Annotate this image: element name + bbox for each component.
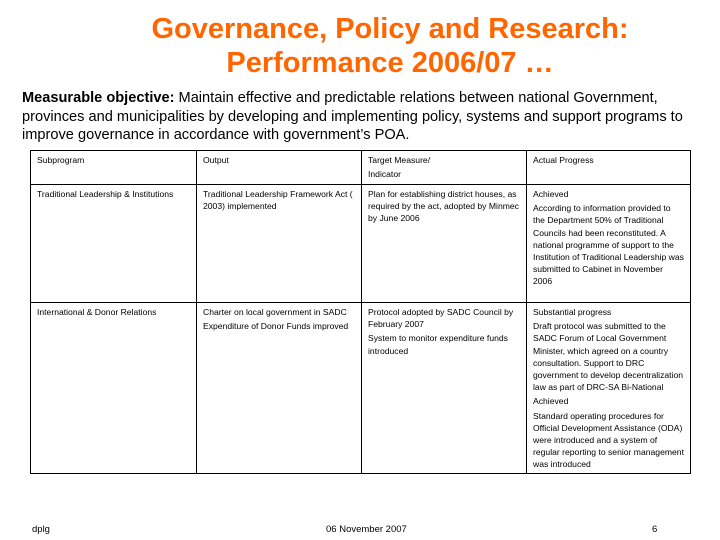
target-item: System to monitor expenditure funds introduced — [368, 333, 508, 356]
cell-target — [362, 303, 527, 474]
progress-status: Achieved — [533, 396, 569, 407]
footer-organization: dplg — [32, 524, 50, 535]
objective-label: Measurable objective: — [22, 90, 175, 106]
output-item: Charter on local government in SADC — [203, 307, 347, 317]
target-item: Protocol adopted by SADC Council by February 2007 — [368, 307, 514, 330]
header-target-line-1: Target Measure/ — [368, 155, 431, 165]
progress-detail: According to information provided to the Department 50% of Traditional Councils had been reconstituted. A national programme of support to the Institution of Traditional Leadership was submitted to Cabinet in November 2006 — [533, 203, 684, 287]
slide-title-line-2: Performance 2006/07 … — [226, 47, 554, 79]
cell-output: Traditional Leadership Framework Act ( 2003) implemented — [197, 185, 362, 303]
table-row — [31, 303, 691, 474]
output-item: Expenditure of Donor Funds improved — [203, 321, 349, 332]
measurable-objective — [22, 89, 712, 145]
page-number: 6 — [652, 524, 658, 535]
cell-output — [197, 303, 362, 474]
cell-progress — [527, 303, 691, 474]
table-header-row — [31, 151, 691, 185]
header-target-line-2: Indicator — [368, 169, 401, 180]
cell-subprogram: International & Donor Relations — [31, 303, 197, 474]
slide-title-line-1: Governance, Policy and Research: — [151, 13, 629, 45]
objective-text: Maintain effective and predictable relations between national Government, provinces and municipalities by developing and implementing policy, systems and support programs to improve governance in accordance with government’s POA. — [22, 90, 683, 143]
table-row — [31, 185, 691, 303]
cell-target: Plan for establishing district houses, as required by the act, adopted by Minmec by June 2006 — [362, 185, 527, 303]
progress-status: Achieved — [533, 189, 569, 199]
header-output: Output — [197, 151, 362, 185]
footer-date: 06 November 2007 — [326, 524, 407, 535]
header-target — [362, 151, 527, 185]
slide-title — [0, 12, 720, 80]
progress-detail: Standard operating procedures for Official Development Assistance (ODA) were introduced and a system of regular reporting to senior management was introduced — [533, 410, 684, 470]
progress-detail: Draft protocol was submitted to the SADC Forum of Local Government Minister, which agreed on a country consultation. Support to DRC government to develop decentralization law as part of DRC-SA Bi-National — [533, 321, 684, 393]
progress-status: Substantial progress — [533, 307, 612, 317]
header-subprogram: Subprogram — [31, 151, 197, 185]
cell-subprogram: Traditional Leadership & Institutions — [31, 185, 197, 303]
cell-progress — [527, 185, 691, 303]
performance-table — [30, 150, 691, 474]
header-progress: Actual Progress — [527, 151, 691, 185]
